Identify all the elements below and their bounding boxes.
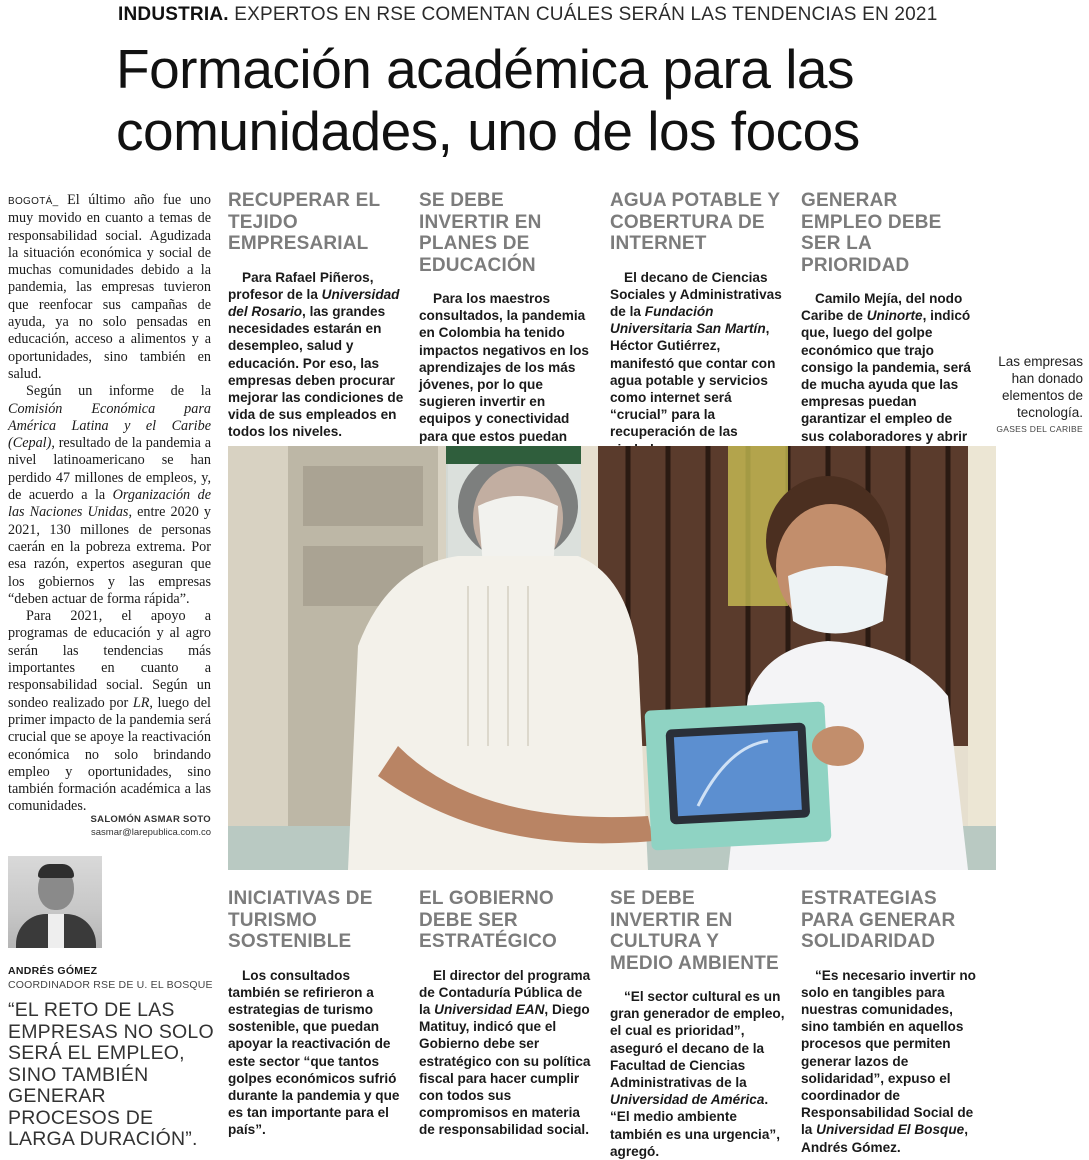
tablet-screen [674,731,802,816]
lead-paragraph-1 [8,192,211,383]
column-title: ESTRATEGIAS PARA GENERAR SOLIDARIDAD [801,888,956,952]
lead-paragraph-3 [8,608,211,816]
portrait-photo [8,856,102,948]
byline-name: SALOMÓN ASMAR SOTO [90,814,211,825]
text-part: , las grandes necesidades estarán en desempleo, salud y educación. Por eso, las empresas deben procurar mejorar las condiciones de vida de sus empleados en todos los niveles. [228,303,404,440]
text-italic: Uninorte [866,308,923,324]
byline-email: sasmar@larepublica.com.co [91,827,211,838]
section-kicker [118,4,1078,26]
text-part: Para los maestros consultados, la pandemia en Colombia ha tenido impactos negativos en los aprendizajes de los más jóvenes, por lo que sugieren invertir en equipos y conectividad para que estos puedan [419,291,589,444]
column-text [419,290,595,462]
text-part: “El sector cultural es un gran generador de empleo, el cual es prioridad”, aseguró el decano de la Facultad de Ciencias Administrativas de la [610,989,785,1091]
pull-quote: “EL RETO DE LAS EMPRESAS NO SOLO SERÁ EL EMPLEO, SINO TAMBIÉN GENERAR PROCESOS DE LARGA DURACIÓN”. [8,999,214,1150]
person-role: COORDINADOR RSE DE U. EL BOSQUE [8,979,213,991]
lead-paragraph-2 [8,383,211,608]
text-part: . “El medio ambiente también es una urgencia”, agregó. [610,1092,780,1159]
headline-line-2: comunidades, uno de los focos [116,100,860,162]
text-italic: Universidad del Rosario [228,286,400,319]
dateline: BOGOTÁ_ [8,196,59,207]
column-text [419,967,595,1139]
text-italic: Universidad EAN [434,1001,545,1017]
lead-article [8,192,211,816]
column-bottom-3 [610,888,786,1160]
portrait-hair [38,864,74,878]
column-text [610,269,786,458]
column-top-3 [610,190,786,458]
photo-illustration [228,446,996,870]
text-italic: Universidad de América [610,1092,765,1108]
photo-credit: GASES DEL CARIBE [996,424,1083,434]
text-part: , Diego Matituy, indicó que el Gobierno debe ser estratégico con su política fiscal para hacer cumplir con todos sus compromisos en materia de responsabilidad social. [419,1001,591,1138]
column-title: RECUPERAR EL TEJIDO EMPRESARIAL [228,190,380,254]
text-part: Para Rafael Piñeros, profesor de la [228,269,374,302]
lead-p2-a: Según un informe de la [26,383,211,400]
lead-p2-e: , entre 2020 y 2021, 130 millones de personas caerán en la pobreza extrema. Por esa razón, expertos aseguran que los gobiernos y las empresas “deben actuar de forma rápida”. [8,504,211,607]
column-top-1 [228,190,404,441]
text-part: “Es necesario invertir no solo en tangibles para nuestras comunidades, sino también en aquellos procesos que permiten generar lazos de solidaridad”, expuso el coordinador de Responsabilidad Social de la [801,967,976,1138]
text-part: , indicó que, luego del golpe económico que trajo consigo la pandemia, será de mucha ayuda que las empresas puedan garantizar el empleo de sus colaboradores y abrir [801,308,971,444]
column-title: EL GOBIERNO DEBE SER ESTRATÉGICO [419,888,558,952]
section-label: INDUSTRIA. [118,4,229,25]
person-meta [8,964,218,992]
face-shield-band [446,446,581,464]
text-part: El director del programa de Contaduría Pública de la [419,967,591,1017]
column-title: AGUA POTABLE Y COBERTURA DE INTERNET [610,190,780,254]
column-text [801,967,977,1156]
column-bottom-2 [419,888,595,1139]
column-text [228,269,404,441]
text-part: , Andrés Gómez. [801,1122,968,1155]
kicker-text: EXPERTOS EN RSE COMENTAN CUÁLES SERÁN LAS TENDENCIAS EN 2021 [234,4,938,25]
text-part: Los consultados también se refirieron a estrategias de turismo sostenible, que puedan apoyar la reactivación de este sector “que tantos golpes económicos sufrió durante la pandemia y que es tan importante para el país”. [228,967,400,1138]
boy-hand [812,726,864,766]
column-bottom-1 [228,888,404,1139]
column-top-4 [801,190,977,462]
photo-caption: Las empresas han donado elementos de tecnología. [998,354,1083,420]
column-text [610,988,786,1160]
headline [116,38,1076,162]
column-bottom-4 [801,888,977,1156]
photo-wall-right [968,446,996,870]
main-photo [228,446,996,870]
text-part: , Héctor Gutiérrez, manifestó que contar con agua potable y servicios como internet será “crucial” para la recuperación de las [610,321,776,440]
column-text [801,290,977,462]
photo-door-panel [303,466,423,526]
lead-p3-b: LR [132,694,150,711]
portrait-shirt [48,914,64,948]
column-title: SE DEBE INVERTIR EN CULTURA Y MEDIO AMBIENTE [610,888,779,974]
boy-mask [788,566,888,634]
column-title: GENERAR EMPLEO DEBE SER LA PRIORIDAD [801,190,942,276]
lead-p2-d: Organización de las Naciones Unidas [8,487,211,521]
column-text [228,967,404,1139]
text-italic: Fundación Universitaria San Martín [610,303,766,337]
lead-p3-c: , luego del primer impacto de la pandemia será crucial que se apoye la reactivación económica no solo brindando empleo y oportunidades, sino también formación académica a las comunidades. [8,694,211,815]
text-part: Camilo Mejía, del nodo Caribe de [801,291,963,324]
text-italic: Universidad El Bosque [816,1122,965,1138]
person-name: ANDRÉS GÓMEZ [8,965,98,977]
headline-line-1: Formación académica para las [116,38,855,100]
lead-p1-text: El último año fue uno muy movido en cuanto a temas de responsabilidad social. Agudizada la situación económica y social de muchas comunidades debido a la pandemia, las empresas tuvieron que reenfocar sus campañas de ayuda, ya no solo pensadas en educación, acceso a alimentos y a oportunidades, sino también en salud. [8,192,211,382]
lead-p2-c: , resultado de la pandemia a nivel latinoamericano se han perdido 47 millones de empleos, y, de acuerdo a la [8,435,211,504]
lead-p3-a: Para 2021, el apoyo a programas de educación y al agro serán las tendencias más importantes en cuanto a responsabilidad social. Según un sondeo realizado por [8,608,211,711]
column-title: SE DEBE INVERTIR EN PLANES DE EDUCACIÓN [419,190,542,276]
column-title: INICIATIVAS DE TURISMO SOSTENIBLE [228,888,373,952]
text-part: El decano de Ciencias Sociales y Administrativas de la [610,269,782,319]
lead-p2-b: Comisión Económica para América Latina y el Caribe (Cepal) [8,400,211,452]
column-top-2 [419,190,595,462]
byline [8,813,211,839]
